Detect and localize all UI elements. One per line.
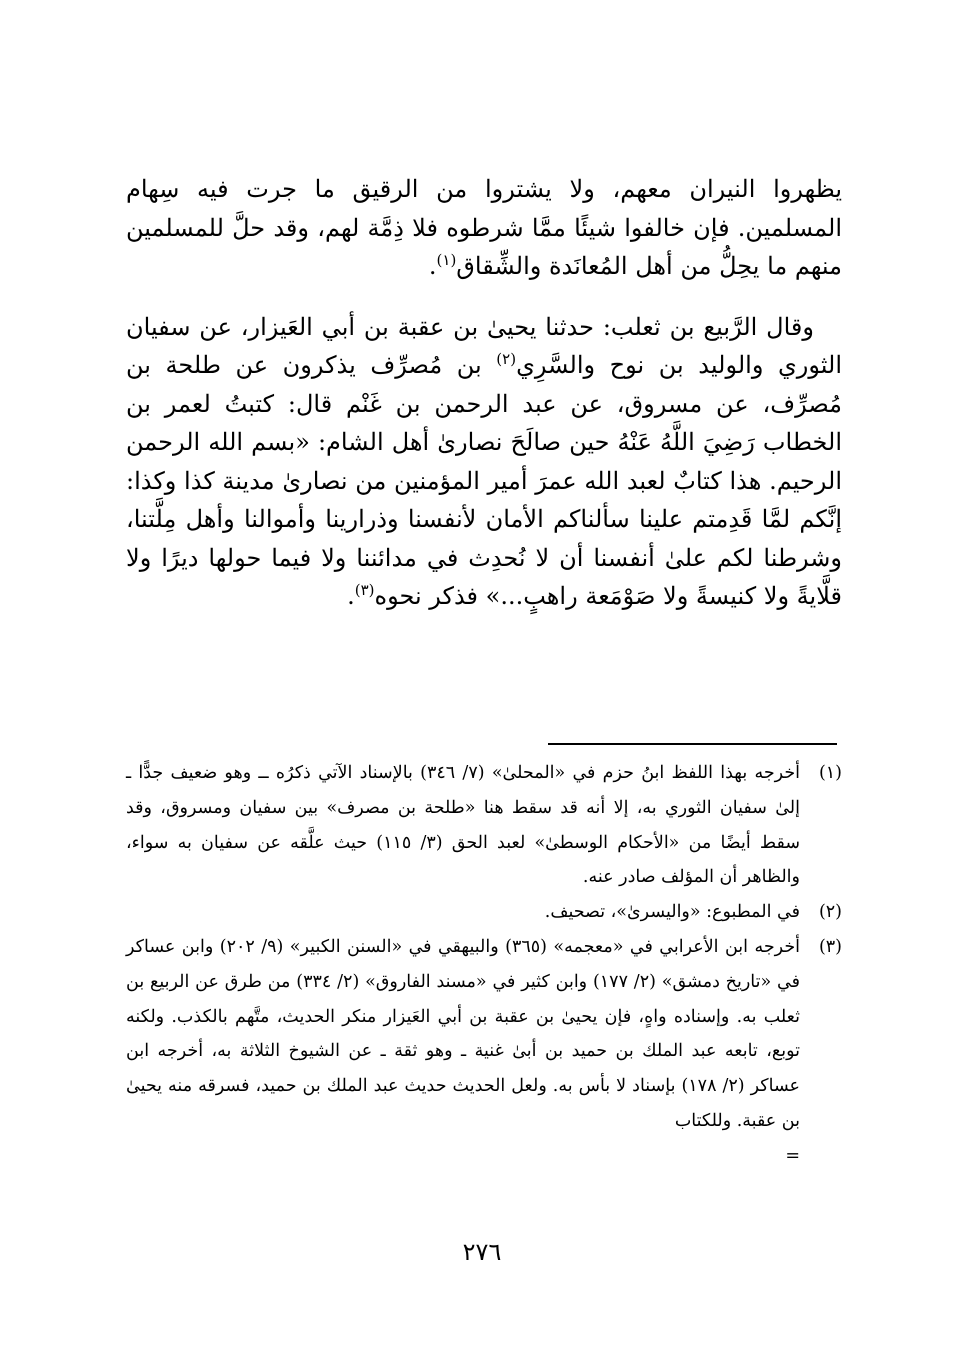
footnote-text: في المطبوع: «واليسرىٰ»، تصحيف. (544, 902, 800, 923)
footnote-3 (126, 930, 842, 1139)
paragraph-2-text-b: بن مُصرِّف يذكرون عن طلحة بن مُصرِّف، عن مسروق، عن عبد الرحمن بن غَنْم قال: كتبتُ لعمر بن الخطاب رَضِيَ اللَّهُ عَنْهُ حين صالَحَ نصارىٰ أهل الشام: «بسم الله الرحمن الرحيم. هذا كتابٌ لعبد الله عمرَ أمير المؤمنين من نصارىٰ مدينة كذا وكذا: إنَّكم لمَّا قَدِمتم علينا سألناكم الأمان لأنفسنا وذرارينا وأموالنا وأهل مِلَّتنا، وشرطنا لكم علىٰ أنفسنا أن لا نُحدِث في مدائننا ولا فيما حولها ديرًا ولا قلَّايةً ولا كنيسةً ولا صَوْمَعة راهبٍ...» فذكر نحوه (126, 351, 843, 610)
footnote-text: أخرجه ابن الأعرابي في «معجمه» (٣٦٥) والبيهقي في «السنن الكبير» (٩/ ٢٠٢) وابن عساكر في «تاريخ دمشق» (٢/ ١٧٧) وابن كثير في «مسند الفاروق» (٢/ ٣٣٤) من طرق عن الربيع بن ثعلب به. وإسناده واهٍ، فإن يحيىٰ بن عقبة بن أبي العَيزار منكر الحديث، متَّهم بالكذب. ولكنه توبع، تابعه عبد الملك بن حميد بن أبىٰ غنية ـ وهو ثقة ـ عن الشيوخ الثلاثة به، أخرجه ابن عساكر (٢/ ١٧٨) بإسناد لا بأس به. ولعل الحديث حديث عبد الملك بن حميد، فسرقه منه يحيىٰ بن عقبة. وللكتاب (126, 936, 801, 1131)
footnote-ref-2[interactable]: (٢) (496, 350, 517, 368)
main-text (126, 170, 842, 616)
footnote-number: (١) (818, 763, 842, 783)
paragraph-1 (126, 170, 842, 286)
paragraph-1-end: . (428, 252, 437, 280)
paragraph-2 (126, 308, 842, 616)
paragraph-2-text-a: وقال الرَّبيع بن ثعلب: حدثنا يحيىٰ بن عقبة بن أبي العَيزار، عن سفيان الثوري والوليد بن نوح والسَّرِي (126, 312, 842, 379)
footnote-text: أخرجه بهذا اللفظ ابنُ حزم في «المحلىٰ» (٧/ ٣٤٦) بالإسناد الآتي ذكرُه ــ وهو ضعيف جدًّا ـ إلىٰ سفيان الثوري به، إلا أنه قد سقط هنا «طلحة بن مصرف» بين سفيان ومسروق، وقد سقط أيضًا من «الأحكام الوسطىٰ» لعبد الحق (٣/ ١١٥) حيث علَّقه عن سفيان به سواء، والظاهر أن المؤلف صادر عنه. (126, 763, 800, 888)
paragraph-1-text: يظهروا النيران معهم، ولا يشتروا من الرقيق ما جرت فيه سِهام المسلمين. فإن خالفوا شيئًا ممَّا شرطوه فلا ذِمَّة لهم، وقد حلَّ للمسلمين منهم ما يحِلُّ من أهل المُعانَدة والشِّقاق (126, 175, 842, 280)
paragraph-2-end: . (347, 582, 355, 610)
footnote-separator (548, 743, 837, 745)
footnote-number: (٢) (818, 902, 842, 923)
footnote-number: (٣) (818, 936, 842, 957)
footnote-ref-3[interactable]: (٣) (354, 581, 375, 599)
footnote-2 (126, 895, 842, 930)
page-number: ٢٧٦ (462, 1238, 502, 1266)
footnote-ref-1[interactable]: (١) (436, 251, 457, 269)
footnotes (126, 756, 842, 1174)
footnote-1 (126, 756, 842, 895)
continuation-mark: = (785, 1145, 800, 1166)
